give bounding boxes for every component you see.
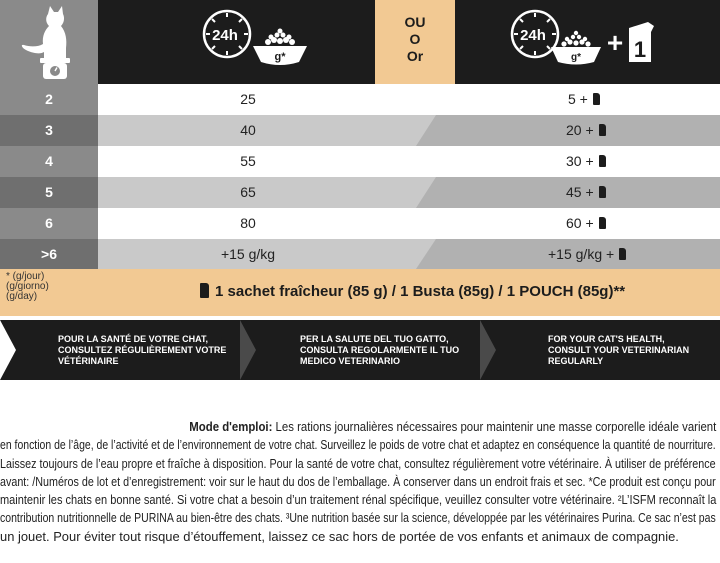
cat-weight-cell: 2 bbox=[0, 84, 98, 115]
ration-row-6 bbox=[0, 239, 720, 269]
dry-grams-cell: 40 bbox=[240, 122, 256, 138]
serving-text: 1 sachet fraîcheur (85 g) / 1 Busta (85g) / 1 POUCH (85g)** bbox=[215, 283, 626, 300]
mixed-ration-icon bbox=[455, 0, 720, 84]
cat-weight-cell: 3 bbox=[0, 115, 98, 146]
instructions-line: un jouet. Pour éviter tout risque d’étouffement, laissez ce sac hors de portée de vos enfants et animaux de compagnie. bbox=[0, 528, 679, 544]
pouch-icon bbox=[200, 283, 209, 298]
cat-weight-header bbox=[0, 0, 98, 84]
pouch-icon bbox=[599, 217, 606, 229]
ration-row-3 bbox=[0, 146, 720, 177]
or-label-it: O bbox=[409, 31, 421, 47]
vet-advice-band bbox=[0, 320, 720, 380]
cat-weight-cell: 6 bbox=[0, 208, 98, 239]
mixed-grams-cell bbox=[548, 239, 626, 269]
grams-label: g* bbox=[571, 52, 581, 63]
pouch-serving-note bbox=[200, 283, 625, 300]
dry-grams-cell: 80 bbox=[240, 215, 256, 231]
dry-only-header bbox=[98, 0, 375, 84]
ration-row-1 bbox=[0, 84, 720, 115]
pouch-icon bbox=[593, 93, 600, 105]
pouch-icon bbox=[599, 124, 606, 136]
units-en: (g/day) bbox=[6, 291, 38, 302]
vet-advice-it: PER LA SALUTE DEL TUO GATTO, CONSULTA REGOLARMENTE IL TUO MEDICO VETERINARIO bbox=[300, 334, 460, 366]
units-it: (g/giorno) bbox=[6, 281, 49, 292]
instructions-heading: Mode d'emploi: bbox=[189, 419, 273, 434]
or-header bbox=[375, 0, 455, 84]
dry-grams-cell: 25 bbox=[240, 91, 256, 107]
chevron-divider bbox=[480, 320, 496, 380]
ration-row-5 bbox=[0, 208, 720, 239]
ration-row-4 bbox=[0, 177, 720, 208]
plus-sign: + bbox=[606, 27, 624, 58]
units-footnote bbox=[6, 272, 49, 302]
arrow-icon bbox=[0, 320, 16, 380]
mixed-grams-cell bbox=[566, 146, 606, 177]
pouch-icon bbox=[599, 155, 606, 167]
vet-advice-en: FOR YOUR CAT'S HEALTH, CONSULT YOUR VETERINARIAN REGULARLY bbox=[548, 334, 690, 366]
mixed-grams-cell bbox=[566, 177, 606, 208]
instructions-line: Les rations journalières nécessaires pour maintenir une masse corporelle idéale varient bbox=[272, 419, 717, 434]
instructions-block bbox=[0, 418, 720, 546]
mixed-grams-cell bbox=[566, 208, 606, 239]
mixed-grams-value: 5 + bbox=[568, 91, 588, 107]
grams-label: g* bbox=[274, 51, 286, 63]
dry-grams-cell: 65 bbox=[240, 184, 256, 200]
instructions-line: en fonction de l’âge, de l’activité et de l’environnement de votre chat. Surveillez le poids de votre chat et adaptez en conséquence la quantité de nourriture. bbox=[0, 437, 716, 453]
cat-weight-cell: 5 bbox=[0, 177, 98, 208]
mixed-grams-value: 30 + bbox=[566, 153, 594, 169]
clock-label: 24h bbox=[212, 27, 238, 44]
mixed-feeding-header bbox=[455, 0, 720, 84]
pouch-icon bbox=[619, 248, 626, 260]
mixed-grams-value: 60 + bbox=[566, 215, 594, 231]
chevron-divider bbox=[240, 320, 256, 380]
cat-on-scale-icon bbox=[0, 0, 98, 84]
cat-weight-cell: 4 bbox=[0, 146, 98, 177]
units-fr: * (g/jour) bbox=[6, 271, 45, 282]
pouch-count: 1 bbox=[633, 37, 647, 62]
ration-row-2 bbox=[0, 115, 720, 146]
dry-grams-cell: +15 g/kg bbox=[220, 246, 276, 262]
mixed-grams-cell bbox=[568, 84, 600, 115]
mixed-grams-value: 20 + bbox=[566, 122, 594, 138]
instructions-line: Laissez toujours de l’eau propre et fraîche à disposition. Pour la santé de votre chat, consultez régulièrement votre vétérinaire. À utiliser de préférence bbox=[0, 455, 716, 471]
instructions-line: maintenir les chats en bonne santé. Si votre chat a besoin d’un traitement rénal spécifique, veuillez consulter votre vétérinaire. ²L’ISFM reconnaît la bbox=[0, 492, 717, 508]
or-label-fr: OU bbox=[404, 14, 426, 30]
mixed-grams-value: +15 g/kg + bbox=[548, 246, 615, 262]
mixed-grams-cell bbox=[566, 115, 606, 146]
vet-advice-fr: POUR LA SANTÉ DE VOTRE CHAT, CONSULTEZ RÉGULIÈREMENT VOTRE VÉTÉRINAIRE bbox=[58, 334, 227, 366]
or-label-en: Or bbox=[406, 48, 424, 64]
dry-ration-icon bbox=[98, 0, 375, 84]
dry-grams-cell: 55 bbox=[240, 153, 256, 169]
instructions-line: avant: /Numéros de lot et d’enregistrement: voir sur le haut du dos de l’emballage. À conserver dans un endroit frais et sec. *Ce produit est conçu pour bbox=[0, 473, 716, 489]
mixed-grams-value: 45 + bbox=[566, 184, 594, 200]
clock-label: 24h bbox=[520, 27, 546, 44]
instructions-line: contribution nutritionnelle de PURINA au bien-être des chats. ³Une nutrition basée sur la science, développée par les vétérinaires Purina. Ce sac n’est pas bbox=[0, 510, 716, 526]
pouch-icon bbox=[599, 186, 606, 198]
cat-weight-cell: >6 bbox=[0, 239, 98, 269]
